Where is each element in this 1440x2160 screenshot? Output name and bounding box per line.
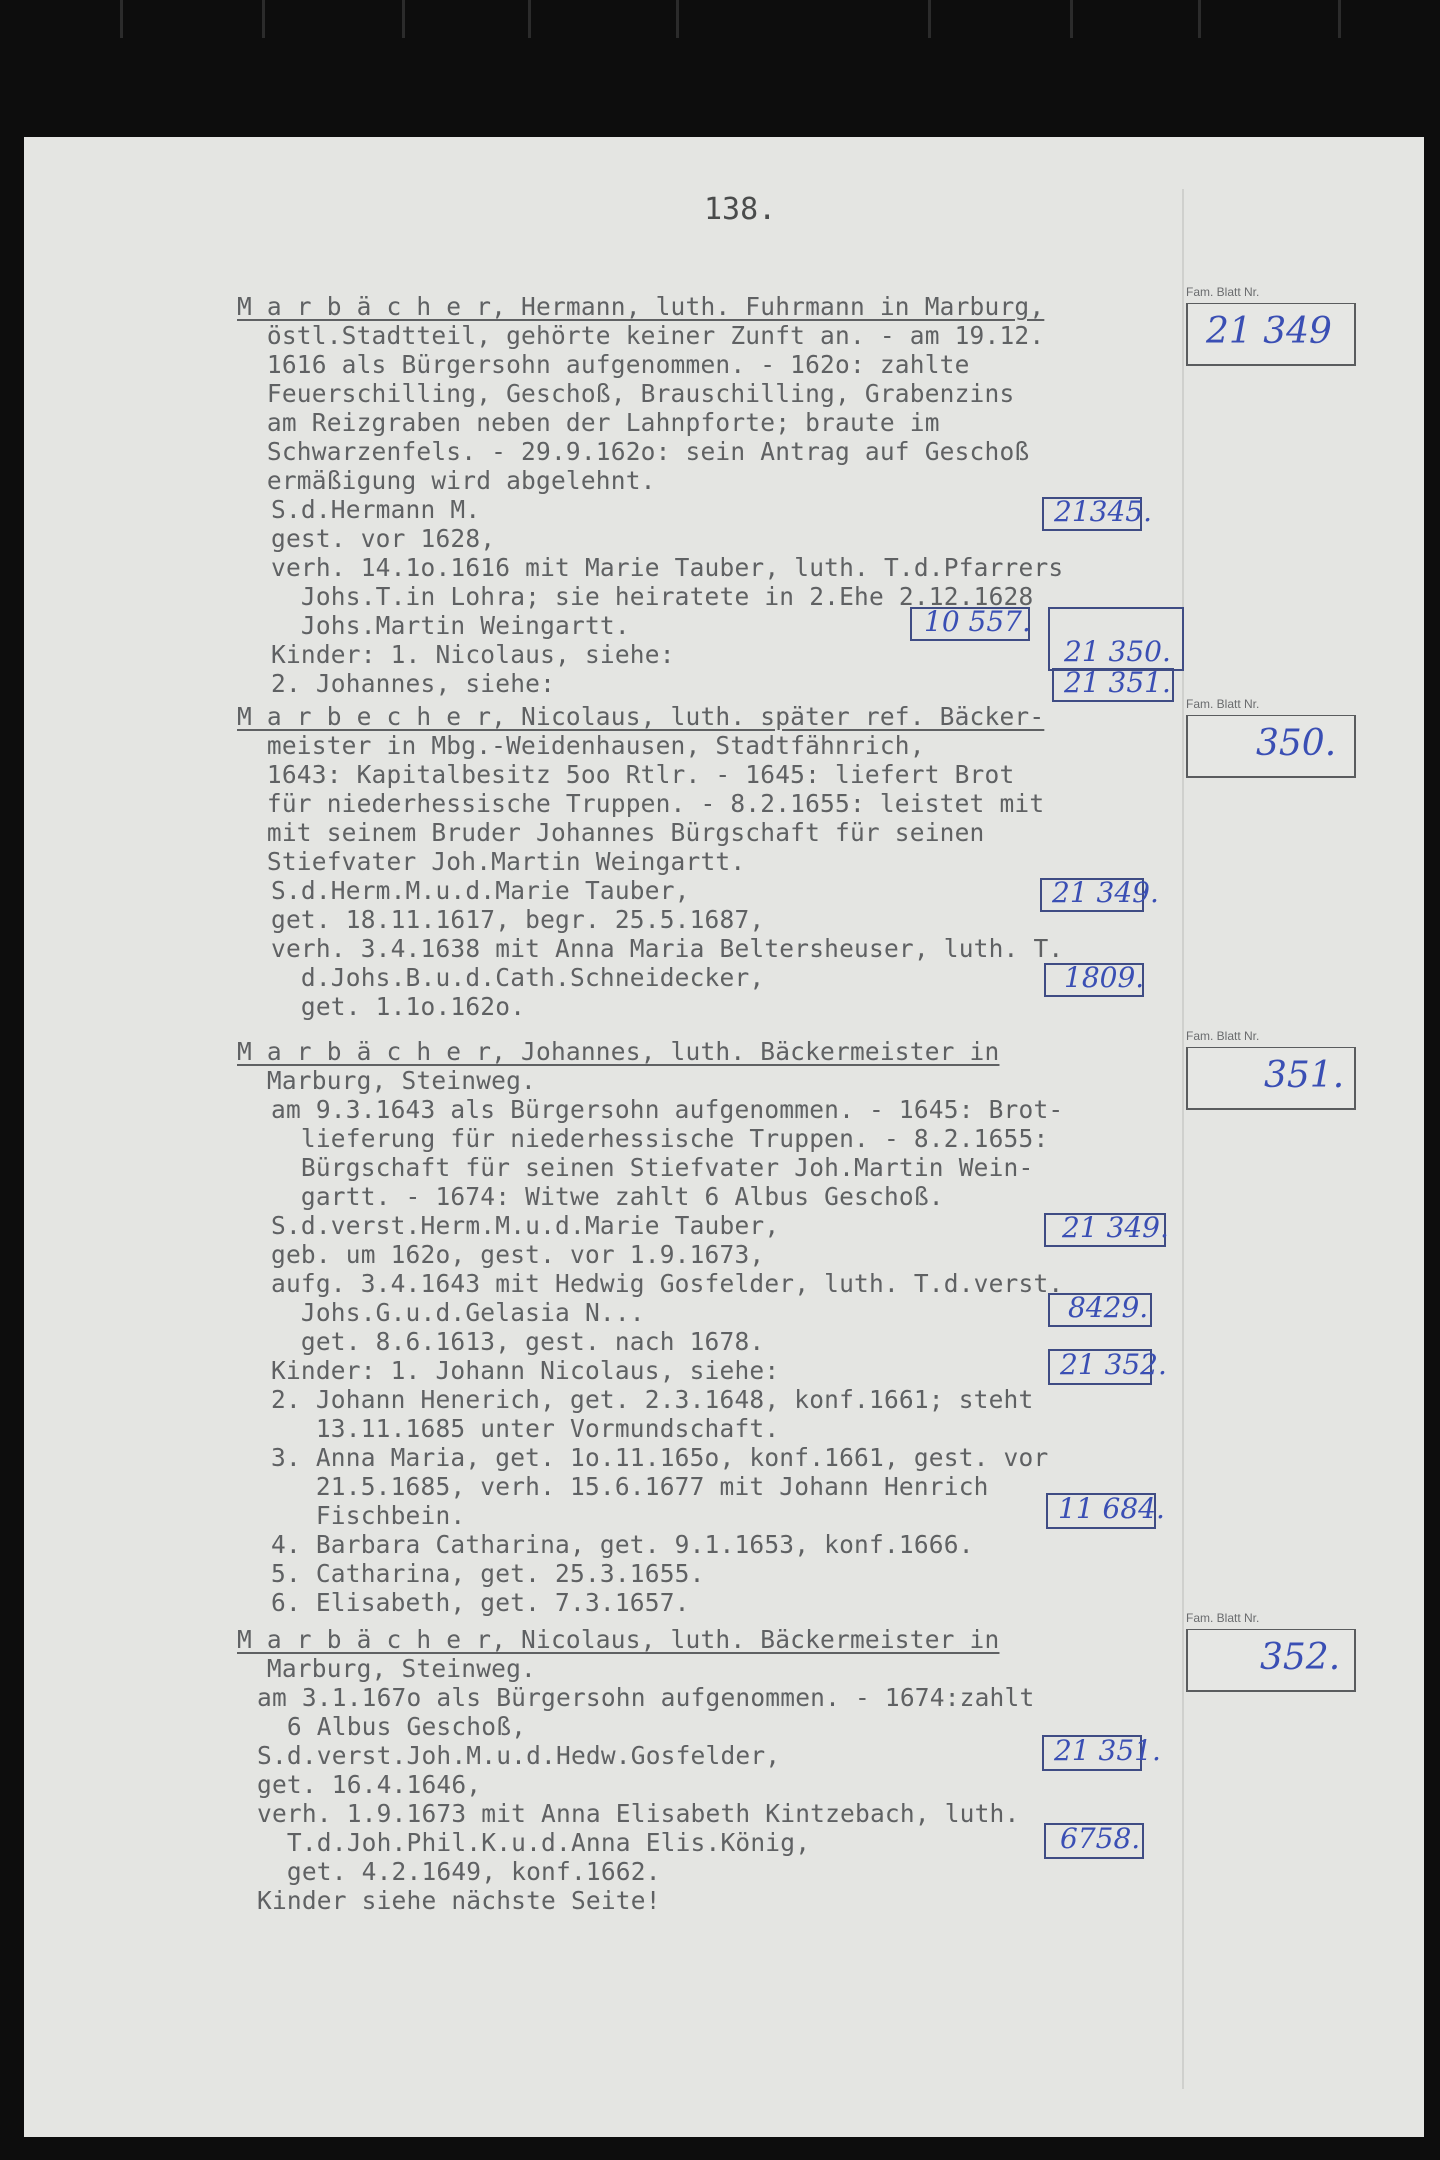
page-number: 138. <box>704 192 777 227</box>
entry-line: am 9.3.1643 als Bürgersohn aufgenommen. - 1645: Brot- <box>271 1095 1064 1124</box>
entry-line: 1643: Kapitalbesitz 5oo Rtlr. - 1645: liefert Brot <box>237 760 1015 789</box>
reference-number: 8429. <box>1068 1291 1149 1324</box>
entry-line: verh. 1.9.1673 mit Anna Elisabeth Kintzebach, luth. <box>257 1799 1020 1828</box>
entry-line: get. 18.11.1617, begr. 25.5.1687, <box>271 905 765 934</box>
reference-number: 21345. <box>1054 495 1152 528</box>
entry-line: verh. 14.1o.1616 mit Marie Tauber, luth. T.d.Pfarrers <box>271 553 1064 582</box>
reference-number: 21 349. <box>1052 876 1159 909</box>
scan-edge-mark <box>120 0 123 38</box>
fam-blatt-caption: Fam. Blatt Nr. <box>1186 697 1260 711</box>
entry-line: get. 1.1o.162o. <box>271 992 526 1021</box>
entry-line: Kinder: 1. Johann Nicolaus, siehe: <box>271 1356 780 1385</box>
fam-blatt-number: 21 349 <box>1206 311 1332 352</box>
fam-blatt-caption: Fam. Blatt Nr. <box>1186 1029 1260 1043</box>
entry-line: für niederhessische Truppen. - 8.2.1655: leistet mit <box>237 789 1045 818</box>
entry-line: Kinder: 1. Nicolaus, siehe: <box>271 640 675 669</box>
reference-number: 21 351. <box>1064 666 1171 699</box>
entry-line: am Reizgraben neben der Lahnpforte; braute im <box>237 408 940 437</box>
scan-edge-mark <box>1338 0 1341 38</box>
surname: M a r b e c h e r, Nicolaus, luth. später ref. Bäcker- <box>237 702 1045 731</box>
entry-line: Schwarzenfels. - 29.9.162o: sein Antrag auf Geschoß <box>237 437 1030 466</box>
entry-line: S.d.verst.Herm.M.u.d.Marie Tauber, <box>271 1211 780 1240</box>
entry-line: Johs.T.in Lohra; sie heiratete in 2.Ehe 2.12.1628 <box>271 582 1034 611</box>
entry-line: mit seinem Bruder Johannes Bürgschaft für seinen <box>237 818 985 847</box>
entry-line: 6. Elisabeth, get. 7.3.1657. <box>271 1588 690 1617</box>
entry-line <box>237 292 1044 321</box>
surname: M a r b ä c h e r, Johannes, luth. Bäckermeister in <box>237 1037 1000 1066</box>
entry-line: Stiefvater Joh.Martin Weingartt. <box>237 847 746 876</box>
reference-number: 10 557. <box>924 605 1031 638</box>
fam-blatt-caption: Fam. Blatt Nr. <box>1186 285 1260 299</box>
fam-blatt-number: 350. <box>1256 723 1337 764</box>
entry-line: Marburg, Steinweg. <box>237 1066 537 1095</box>
reference-number: 6758. <box>1060 1822 1141 1855</box>
entry-line: aufg. 3.4.1643 mit Hedwig Gosfelder, luth. T.d.verst. <box>271 1269 1064 1298</box>
entry-line: gartt. - 1674: Witwe zahlt 6 Albus Geschoß. <box>271 1182 944 1211</box>
entry-line: ermäßigung wird abgelehnt. <box>237 466 656 495</box>
entry-line: am 3.1.167o als Bürgersohn aufgenommen. - 1674:zahlt <box>257 1683 1035 1712</box>
entry-line: 2. Johann Henerich, get. 2.3.1648, konf.1661; steht <box>271 1385 1034 1414</box>
entry-line: Kinder siehe nächste Seite! <box>257 1886 661 1915</box>
entry-line <box>237 1625 999 1654</box>
entry-line: verh. 3.4.1638 mit Anna Maria Beltersheuser, luth. T. <box>271 934 1064 963</box>
scan-edge-mark <box>262 0 265 38</box>
entry-line: 5. Catharina, get. 25.3.1655. <box>271 1559 705 1588</box>
entry-line: 2. Johannes, siehe: <box>271 669 556 698</box>
reference-number: 11 684. <box>1058 1492 1165 1525</box>
reference-number: 21 351. <box>1054 1734 1161 1767</box>
entry-line: meister in Mbg.-Weidenhausen, Stadtfähnrich, <box>237 731 925 760</box>
entry-line: Johs.G.u.d.Gelasia N... <box>271 1298 645 1327</box>
fam-blatt-caption: Fam. Blatt Nr. <box>1186 1611 1260 1625</box>
entry-line: Marburg, Steinweg. <box>237 1654 537 1683</box>
scan-edge-mark <box>1070 0 1073 38</box>
entry-line <box>237 702 1044 731</box>
reference-number: 21 352. <box>1060 1348 1167 1381</box>
entry-line: östl.Stadtteil, gehörte keiner Zunft an. - am 19.12. <box>237 321 1045 350</box>
scan-edge-mark <box>402 0 405 38</box>
reference-number: 21 350. <box>1064 635 1171 668</box>
entry-line: get. 16.4.1646, <box>257 1770 482 1799</box>
entry-line: 13.11.1685 unter Vormundschaft. <box>271 1414 780 1443</box>
entry-line: Johs.Martin Weingartt. <box>271 611 630 640</box>
fam-blatt-number: 352. <box>1260 1637 1341 1678</box>
document-page <box>24 137 1424 2137</box>
surname: M a r b ä c h e r, Hermann, luth. Fuhrmann in Marburg, <box>237 292 1045 321</box>
entry-line: 4. Barbara Catharina, get. 9.1.1653, konf.1666. <box>271 1530 974 1559</box>
entry-line: 21.5.1685, verh. 15.6.1677 mit Johann Henrich <box>271 1472 989 1501</box>
entry-line: lieferung für niederhessische Truppen. - 8.2.1655: <box>271 1124 1049 1153</box>
reference-number: 1809. <box>1064 961 1145 994</box>
entry-line: T.d.Joh.Phil.K.u.d.Anna Elis.König, <box>257 1828 811 1857</box>
entry-line: Bürgschaft für seinen Stiefvater Joh.Martin Wein- <box>271 1153 1034 1182</box>
entry-line: S.d.Hermann M. <box>271 495 481 524</box>
scan-edge-mark <box>928 0 931 38</box>
entry-line: d.Johs.B.u.d.Cath.Schneidecker, <box>271 963 765 992</box>
entry-line: get. 8.6.1613, gest. nach 1678. <box>271 1327 765 1356</box>
entry-line: Fischbein. <box>271 1501 466 1530</box>
entry-line: Feuerschilling, Geschoß, Brauschilling, Grabenzins <box>237 379 1015 408</box>
scan-edge-mark <box>528 0 531 38</box>
fam-blatt-number: 351. <box>1264 1055 1345 1096</box>
entry-line: gest. vor 1628, <box>271 524 496 553</box>
margin-rule <box>1182 189 1184 2089</box>
entry-line: 1616 als Bürgersohn aufgenommen. - 162o: zahlte <box>237 350 970 379</box>
scan-edge-mark <box>676 0 679 38</box>
surname: M a r b ä c h e r, Nicolaus, luth. Bäckermeister in <box>237 1625 1000 1654</box>
entry-line: 3. Anna Maria, get. 1o.11.165o, konf.1661, gest. vor <box>271 1443 1049 1472</box>
entry-line: S.d.verst.Joh.M.u.d.Hedw.Gosfelder, <box>257 1741 781 1770</box>
entry-line: S.d.Herm.M.u.d.Marie Tauber, <box>271 876 690 905</box>
entry-line: geb. um 162o, gest. vor 1.9.1673, <box>271 1240 765 1269</box>
entry-line: 6 Albus Geschoß, <box>257 1712 527 1741</box>
reference-number: 21 349. <box>1062 1211 1169 1244</box>
scan-edge-mark <box>1198 0 1201 38</box>
entry-line: get. 4.2.1649, konf.1662. <box>257 1857 661 1886</box>
entry-line <box>237 1037 999 1066</box>
